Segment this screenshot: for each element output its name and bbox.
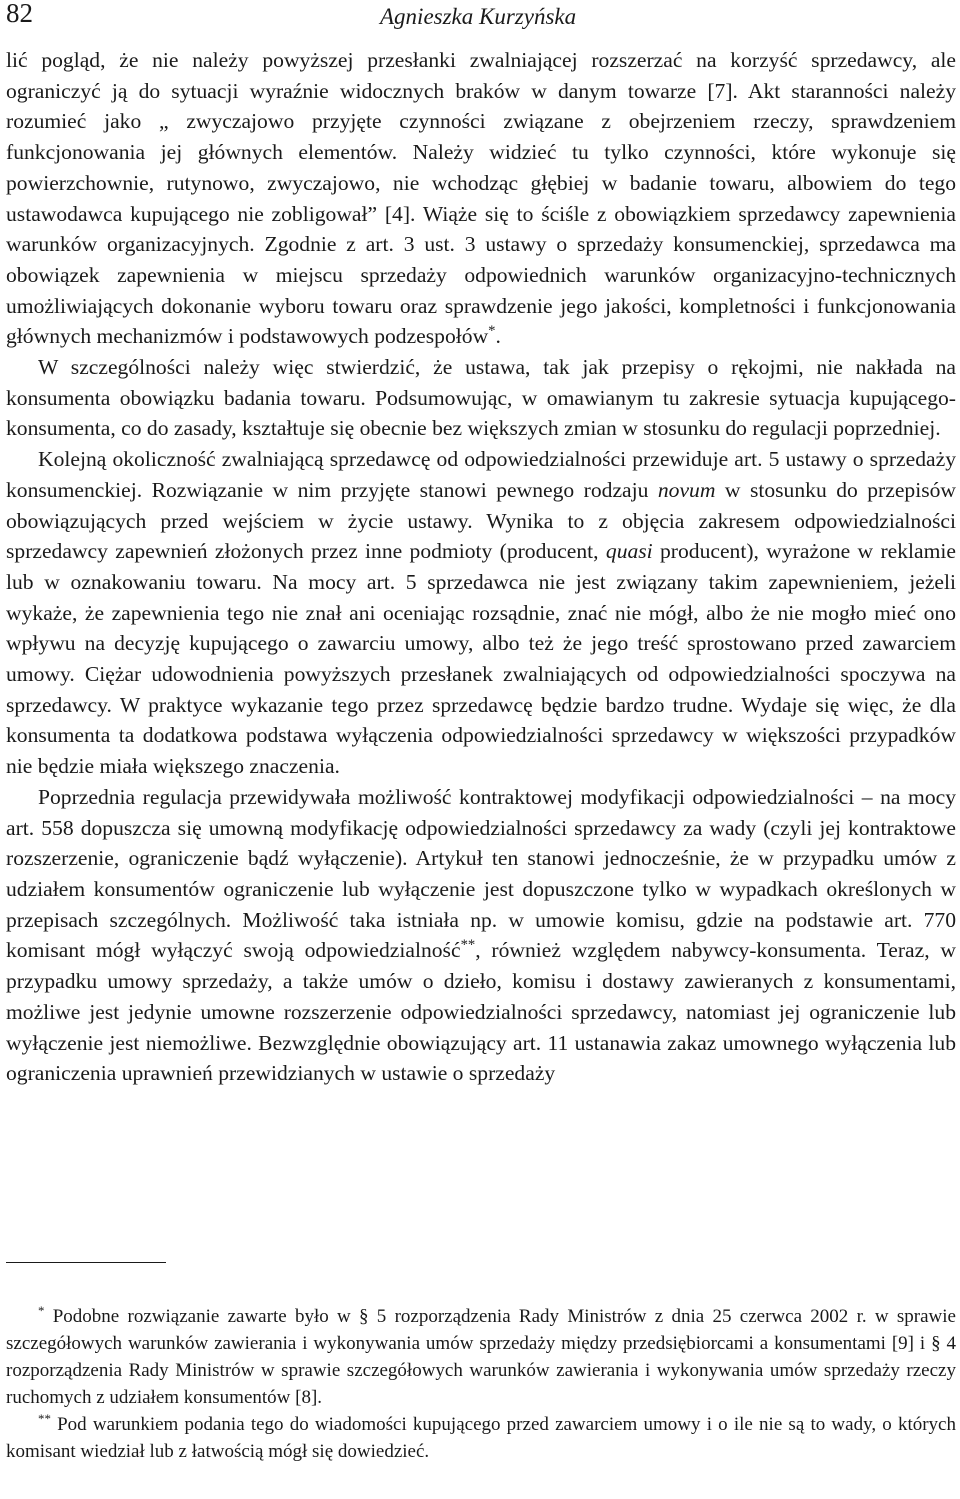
- page-header: [0, 0, 960, 36]
- paragraph-3-text-a: Kolejną okoliczność zwalniającą sprzedawcę od odpowiedzialności przewiduje art. 5 ustawy o sprzedaży konsumenckiej. Rozwiązanie w nim przyjęte stanowi pewnego rodzaju: [6, 447, 956, 502]
- footnotes: [6, 1303, 956, 1465]
- footnote-1: [6, 1303, 956, 1411]
- term-novum: novum: [657, 477, 716, 502]
- footnote-ref-1: *: [488, 323, 496, 340]
- footnote-2-marker: **: [38, 1410, 51, 1426]
- footnote-separator: [6, 1262, 166, 1263]
- footnote-ref-2: **: [460, 937, 476, 954]
- running-head-author: Agnieszka Kurzyńska: [380, 4, 577, 29]
- footnote-2: [6, 1411, 956, 1465]
- footnote-1-text: Podobne rozwiązanie zawarte było w § 5 rozporządzenia Rady Ministrów z dnia 25 czerwca 2002 r. w sprawie szczegółowych warunków zawierania i wykonywania umów sprzedaży między przedsiębiorcami a konsumentami [9] i § 4 rozporządzenia Rady Ministrów w sprawie szczegółowych warunków zawierania i wykonywania umów sprzedaży rzeczy ruchomych z udziałem konsumentów [8].: [6, 1306, 956, 1408]
- paragraph-1: [6, 45, 956, 352]
- paragraph-4-text-b: , również względem nabywcy-konsumenta. Teraz, w przypadku umowy sprzedaży, a także umów o dzieło, komisu i dostawy zawieranych z konsumentami, możliwe jest jedynie umowne rozszerzenie odpowiedzialności sprzedawcy, natomiast jej ograniczenie lub wyłączenie jest niemożliwe. Bezwzględnie obowiązujący art. 11 ustanawia zakaz umownego wyłączenia lub ograniczenia uprawnień przewidzianych w ustawie o sprzedaży: [6, 938, 956, 1086]
- paragraph-1-end: .: [495, 324, 501, 349]
- footnote-2-text: Pod warunkiem podania tego do wiadomości kupującego przed zawarciem umowy i o ile nie są to wady, o których komisant wiedział lub z łatwością mógł się dowiedzieć.: [6, 1414, 956, 1462]
- paragraph-4-text-a: Poprzednia regulacja przewidywała możliwość kontraktowej modyfikacji odpowiedzialności – na mocy art. 558 dopuszcza się umowną modyfikację odpowiedzialności sprzedawcy za wady (czyli jej kontraktowe rozszerzenie, ograniczenie bądź wyłączenie). Artykuł ten stanowi jednocześnie, że w przypadku umów z udziałem konsumentów ograniczenie lub wyłączenie jest dopuszczone tylko w wypadkach określonych w przepisach szczególnych. Możliwość taka istniała np. w umowie komisu, gdzie na podstawie art. 770 komisant mógł wyłączyć swoją odpowiedzialność: [6, 784, 956, 963]
- page-number: 82: [6, 0, 33, 28]
- term-quasi: quasi: [605, 539, 653, 564]
- paragraph-3: [6, 444, 956, 782]
- paragraph-3-text-c: producent), wyrażone w reklamie lub w oznakowaniu towaru. Na mocy art. 5 sprzedawca nie jest związany takim zapewnieniem, jeżeli wykaże, że zapewnienia tego nie znał ani oceniając rozsądnie, znać nie mógł, albo że nie mogło mieć ono wpływu na decyzję kupującego o zawarciu umowy, albo też że jego treść sprostowano przed zawarciem umowy. Ciężar udowodnienia powyższych przesłanek zwalniających od odpowiedzialności spoczywa na sprzedawcy. W praktyce wykazanie tego przez sprzedawcę będzie bardzo trudne. Wydaje się więc, że dla konsumenta ta dodatkowa podstawa wyłączenia odpowiedzialności sprzedawcy w większości przypadków nie będzie miała większego znaczenia.: [6, 539, 956, 779]
- paragraph-3-text-b: w stosunku do przepisów obowiązujących przed wejściem w życie ustawy. Wynika to z objęcia zakresem odpowiedzialności sprzedawcy zapewnień złożonych przez inne podmioty (producent,: [6, 477, 956, 564]
- paragraph-1-text: lić pogląd, że nie należy powyższej przesłanki zwalniającej rozszerzać na korzyść sprzedawcy, ale ograniczyć ją do sytuacji wyraźnie widocznych braków w danym towarze [7]. Akt staranności należy rozumieć jako „ zwyczajowo przyjęte czynności związane z obejrzeniem rzeczy, sprawdzeniem funkcjonowania jej głównych elementów. Należy widzieć tu tylko czynności, które wykonuje się powierzchownie, rutynowo, zwyczajowo, nie wchodząc głębiej w badanie towaru, albowiem do tego ustawodawca kupującego nie zobligował” [4]. Wiąże się to ściśle z obowiązkiem sprzedawcy zapewnienia warunków organizacyjnych. Zgodnie z art. 3 ust. 3 ustawy o sprzedaży konsumenckiej, sprzedawca ma obowiązek zapewnienia w miejscu sprzedaży odpowiednich warunków organizacyjno-technicznych umożliwiających dokonanie wyboru towaru oraz sprawdzenie jego jakości, kompletności i funkcjonowania głównych mechanizmów i podstawowych podzespołów: [6, 48, 956, 349]
- paragraph-2: W szczególności należy więc stwierdzić, że ustawa, tak jak przepisy o rękojmi, nie nakłada na konsumenta obowiązku badania towaru. Podsumowując, w omawianym tu zakresie sytuacja kupującego-konsumenta, co do zasady, kształtuje się obecnie bez większych zmian w stosunku do regulacji poprzedniej.: [6, 355, 956, 441]
- footnote-1-marker: *: [38, 1302, 45, 1318]
- body-text: [6, 45, 956, 1089]
- paragraph-4: [6, 782, 956, 1089]
